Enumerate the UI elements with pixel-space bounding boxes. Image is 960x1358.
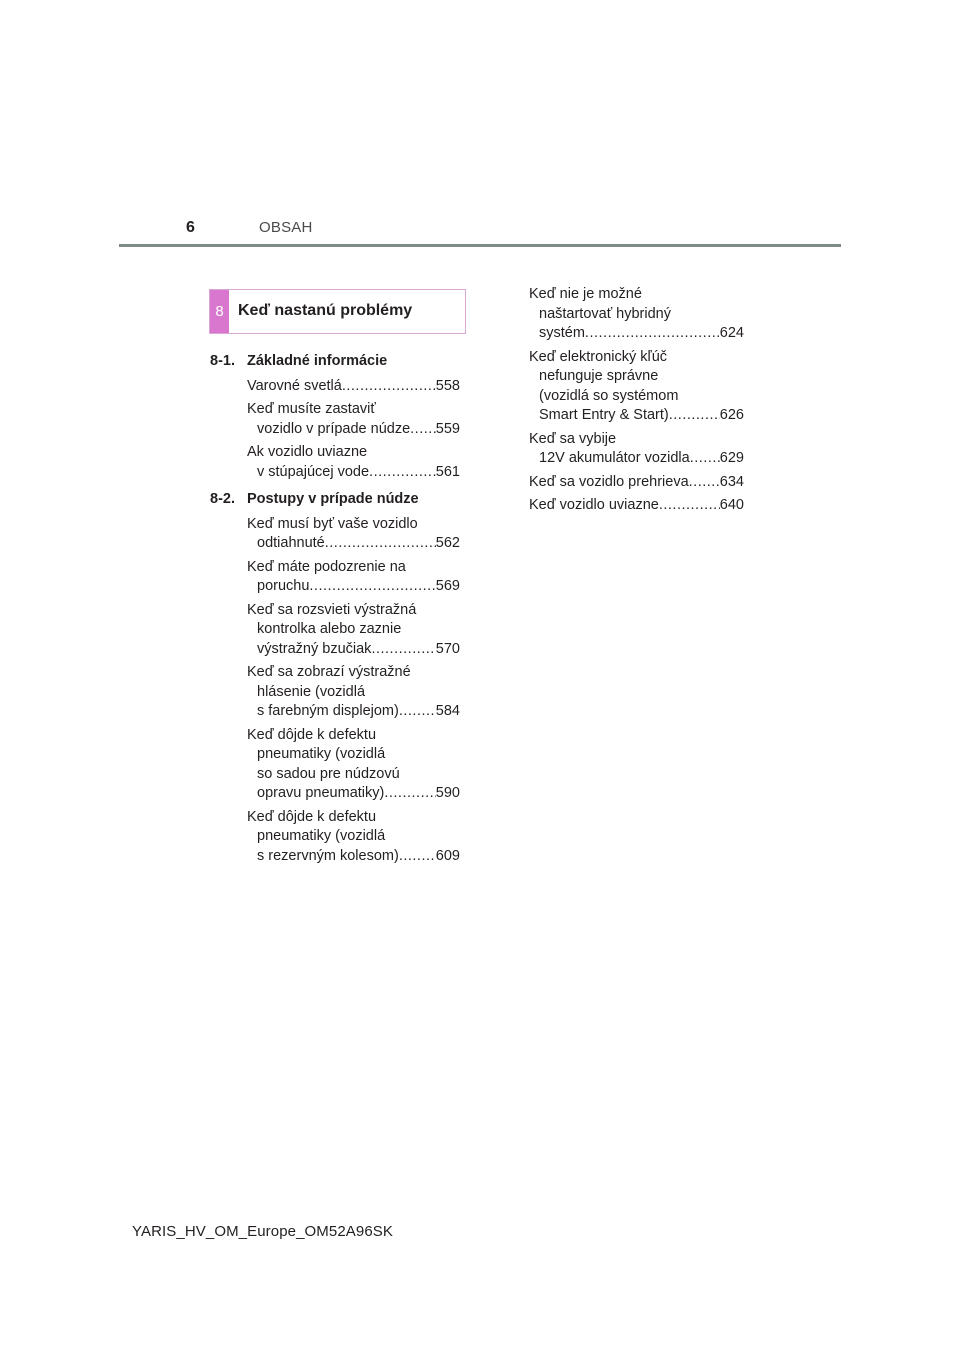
toc-entry-line bbox=[247, 640, 460, 660]
toc-entry-text: Keď musí byť vaše vozidlo bbox=[247, 515, 418, 532]
toc-entry-line bbox=[247, 463, 460, 483]
toc-page-number: 558 bbox=[435, 377, 460, 394]
dot-leader bbox=[309, 577, 435, 597]
toc-entry-text: pneumatiky (vozidlá bbox=[257, 746, 386, 762]
toc-entry[interactable] bbox=[529, 348, 744, 426]
toc-entry[interactable] bbox=[529, 285, 744, 344]
toc-entry-text: v stúpajúcej vode bbox=[257, 463, 370, 480]
toc-entry-text: 12V akumulátor vozidla bbox=[539, 450, 690, 466]
toc-page-number: 609 bbox=[435, 847, 460, 864]
toc-page-number: 561 bbox=[435, 463, 460, 480]
toc-entry-line bbox=[529, 496, 744, 516]
toc-page-number: 624 bbox=[719, 325, 744, 341]
toc-page-number: 626 bbox=[719, 407, 744, 423]
toc-group bbox=[210, 352, 460, 482]
toc-entry[interactable] bbox=[529, 496, 744, 516]
toc-entry-text: Keď elektronický kľúč bbox=[529, 348, 668, 365]
toc-entry[interactable] bbox=[247, 515, 460, 554]
toc-right-column bbox=[529, 285, 744, 520]
toc-entry-text: Keď sa zobrazí výstražné bbox=[247, 664, 411, 680]
header-rule bbox=[119, 244, 841, 247]
toc-entry-text: pneumatiky (vozidlá bbox=[257, 828, 386, 844]
toc-group-number: 8-1. bbox=[210, 353, 235, 369]
document-id-footer: YARIS_HV_OM_Europe_OM52A96SK bbox=[132, 1223, 393, 1240]
toc-entry[interactable] bbox=[529, 473, 744, 493]
toc-entry-text: Keď musíte zastaviť bbox=[247, 401, 376, 417]
toc-entry-text: naštartovať hybridný bbox=[539, 305, 671, 322]
chapter-heading-box[interactable] bbox=[209, 289, 466, 334]
toc-entry-text: Keď sa vozidlo prehrieva bbox=[529, 473, 689, 490]
toc-entry[interactable] bbox=[247, 377, 460, 397]
toc-entry-text: Keď sa rozsvieti výstražná bbox=[247, 601, 417, 618]
toc-group-number: 8-2. bbox=[210, 491, 235, 507]
toc-entry-line bbox=[529, 324, 744, 344]
toc-entry-text: s farebným displejom) bbox=[257, 703, 399, 719]
toc-entry-line bbox=[247, 534, 460, 554]
toc-entry[interactable] bbox=[247, 726, 460, 804]
toc-group-heading[interactable] bbox=[210, 352, 460, 372]
toc-entry-text: poruchu bbox=[257, 578, 310, 594]
dot-leader bbox=[690, 449, 720, 469]
toc-page-number: 584 bbox=[435, 703, 460, 719]
dot-leader bbox=[659, 496, 720, 516]
toc-entry-line bbox=[247, 377, 460, 397]
toc-group bbox=[210, 490, 460, 866]
toc-entry-text: Keď vozidlo uviazne bbox=[529, 497, 659, 513]
toc-entry-text: opravu pneumatiky) bbox=[257, 785, 385, 801]
toc-entry-text: kontrolka alebo zaznie bbox=[257, 621, 402, 637]
toc-entry-text: hlásenie (vozidlá bbox=[257, 683, 366, 700]
toc-page-number: 590 bbox=[435, 785, 460, 801]
toc-page-number: 562 bbox=[435, 535, 460, 551]
dot-leader bbox=[399, 847, 436, 867]
toc-entry-text: výstražný bzučiak bbox=[257, 640, 372, 657]
toc-entry-line bbox=[247, 577, 460, 597]
toc-entry-text: Varovné svetlá bbox=[247, 377, 342, 394]
toc-page-number: 640 bbox=[719, 497, 744, 513]
dot-leader bbox=[689, 473, 720, 493]
toc-group-heading[interactable] bbox=[210, 490, 460, 510]
toc-entry-text: Keď dôjde k defektu bbox=[247, 808, 377, 825]
toc-page-number: 559 bbox=[435, 420, 460, 437]
toc-page-number: 634 bbox=[719, 473, 744, 490]
toc-entry-line bbox=[247, 420, 460, 440]
toc-entry[interactable] bbox=[247, 443, 460, 482]
toc-entry[interactable] bbox=[529, 430, 744, 469]
toc-entry-line bbox=[529, 449, 744, 469]
toc-entry[interactable] bbox=[247, 558, 460, 597]
section-title: OBSAH bbox=[259, 219, 313, 236]
toc-entry[interactable] bbox=[247, 663, 460, 722]
toc-group-title: Postupy v prípade núdze bbox=[247, 491, 419, 507]
toc-entry-text: Smart Entry & Start) bbox=[539, 407, 669, 423]
toc-entry-text: so sadou pre núdzovú bbox=[257, 765, 400, 782]
chapter-title: Keď nastanú problémy bbox=[238, 301, 413, 319]
toc-entry-text: Keď máte podozrenie na bbox=[247, 558, 406, 575]
toc-entry-text: (vozidlá so systémom bbox=[539, 387, 679, 404]
dot-leader bbox=[669, 406, 720, 426]
chapter-number-tab: 8 bbox=[210, 290, 229, 333]
toc-entry-text: odtiahnuté bbox=[257, 535, 325, 551]
toc-entry-line bbox=[247, 847, 460, 867]
dot-leader bbox=[342, 377, 436, 397]
toc-entry-line bbox=[247, 702, 460, 722]
toc-entry-text: Keď sa vybije bbox=[529, 430, 617, 447]
toc-page-number: 629 bbox=[719, 450, 744, 466]
toc-entry-text: vozidlo v prípade núdze bbox=[257, 420, 411, 437]
toc-left-column bbox=[210, 352, 460, 874]
toc-entry-line bbox=[529, 406, 744, 426]
dot-leader bbox=[399, 702, 436, 722]
toc-entry-text: nefunguje správne bbox=[539, 368, 659, 384]
toc-entry-line bbox=[529, 473, 744, 493]
toc-entry[interactable] bbox=[247, 601, 460, 660]
toc-page-number: 570 bbox=[435, 640, 460, 657]
dot-leader bbox=[371, 640, 435, 660]
toc-entry[interactable] bbox=[247, 808, 460, 867]
dot-leader bbox=[325, 534, 436, 554]
toc-entry-list bbox=[210, 377, 460, 483]
dot-leader bbox=[410, 420, 436, 440]
toc-entry[interactable] bbox=[247, 400, 460, 439]
page-number: 6 bbox=[186, 219, 195, 236]
toc-entry-text: Keď nie je možné bbox=[529, 286, 642, 302]
dot-leader bbox=[585, 324, 720, 344]
toc-entry-line bbox=[247, 784, 460, 804]
toc-entry-text: systém bbox=[539, 325, 585, 341]
dot-leader bbox=[384, 784, 435, 804]
toc-entry-text: s rezervným kolesom) bbox=[257, 847, 399, 864]
toc-entry-text: Keď dôjde k defektu bbox=[247, 726, 377, 743]
toc-entry-list bbox=[210, 515, 460, 867]
toc-group-title: Základné informácie bbox=[247, 353, 388, 369]
dot-leader bbox=[369, 463, 436, 483]
toc-page-number: 569 bbox=[435, 578, 460, 594]
toc-entry-text: Ak vozidlo uviazne bbox=[247, 444, 368, 460]
